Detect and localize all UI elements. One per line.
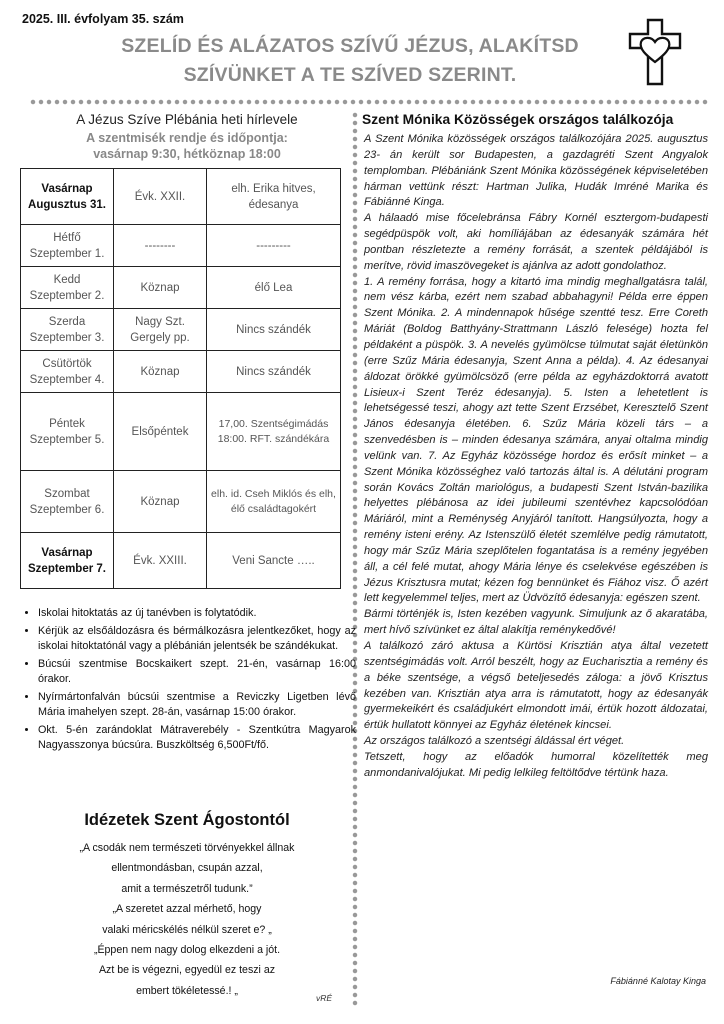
liturgy-cell: Köznap [114,471,207,533]
quotes-heading: Idézetek Szent Ágostontól [84,811,290,829]
quote-line: embert tökéletessé.! „ [136,984,238,997]
quotes-signature: vRÉ [316,993,333,1003]
list-item: • Búcsúi szentmise Bocskaikert szept. 21-én, vasárnap 16:00 órakor. [38,657,356,688]
table-row [21,471,341,533]
liturgy-cell: -------- [114,225,207,267]
intention-cell: Nincs szándék [207,351,341,393]
article-paragraph: 1. A remény forrása, hogy a kitartó ima mindig meghallgatásra talál, nem vész kárba, ezért nem szabad abbahagyni! Példa erre éppen Szent Mónika. 2. A mindennapok hűsége szentté tesz. Erre Coreth Máriát (Boldog Batthyány-Strattmann László felesége) hozta fel példaként a püspök. 3. A nevelés gyümölcse túlmutat saját életünkön (erre Szűz Mária édesanyja, Szent Anna a példa). 4. Az édesanyai áldozat örökké gyümölcsöző (erre példa az egyházdoktorrá avatott Lisieux-i Szent Teréz édesanyja). 5. Isten a lehetetlent is lehetségessé teszi, ahogy azt tette Szent Erzsébet, Keresztelő Szent János édesanyja életében. 6. Szűz Mária közeli társ – a szenvedésben is – minden édesanya számára, anyai oltalma mindig velünk van. 7. Az Egyház közössége hordoz és erősít minket – a Szent Mónika közösséghez való tartozás által is. A délutáni program során Kovács Zoltán mariológus, a budapesti Szent István-bazilika helyettes plébánosa az idei jubileumi szentévhez kapcsolódóan Máriáról, mint a Reménység Anyjáról tanított. Hangsúlyozta, hogy a remény isteni erény. Az Istenszülő életét szemlélve pedig rámutatott, hogy már Szűz Mária szeplőtelen fogantatása is a remény jegyében áll, a cél felé mutat, ahogy Mária lénye és cselekvése egészében is Jézus Krisztusra mutat; kézen fog bennünket és Fiához visz. Ő azért lett kegyelemmel teljes, mert az Üdvözítő édesanyja: egészen szent. [364,275,708,605]
announcement-list [20,606,356,756]
table-row [21,225,341,267]
quotes-block [22,838,352,1001]
quote-line: amit a természetről tudunk.” [121,882,253,895]
list-item: • Okt. 5-én zarándoklat Mátraverebély - Szentkútra Magyarok Nagyasszonya búcsúra. Buszköltség 6,500Ft/fő. [38,723,356,754]
day-cell: Szombat Szeptember 6. [21,471,114,533]
intention-cell: élő Lea [207,267,341,309]
intention-cell: Veni Sancte ….. [207,533,341,589]
list-item: • Iskolai hitoktatás az új tanévben is folytatódik. [38,606,356,622]
quote-line: Azt be is végezni, egyedül ez teszi az [98,964,276,977]
quote-line: „Éppen nem nagy dolog elkezdeni a jót. [93,944,281,957]
article-paragraph: A találkozó záró aktusa a Kürtösi Krisztián atya által vezetett szentségimádás volt. Arról beszélt, hogy az Eucharisztia a remény és a béke szentsége, a végső beteljesedés záloga: a jövő Krisztus kezében van. Krisztián atya arra is rámutatott, hogy az édesanyák gyermekeikért és családjukért elmondott imái, értük hozott áldozatai, értük hullatott könnyei az Egyház életének kincsei. [364,640,708,732]
day-cell: Vasárnap Augusztus 31. [21,169,114,225]
day-cell: Péntek Szeptember 5. [21,393,114,471]
day-cell: Kedd Szeptember 2. [21,267,114,309]
table-row [21,393,341,471]
day-cell: Csütörtök Szeptember 4. [21,351,114,393]
mass-schedule-table [20,168,341,589]
quote-line: ellentmondásban, csupán azzal, [111,862,263,875]
headline-line-2: SZÍVÜNKET A TE SZÍVED SZERINT. [183,64,517,86]
quote-line: „A csodák nem természeti törvényekkel állnak [79,842,295,854]
article-paragraph: A Szent Mónika közösségek országos találkozójára 2025. augusztus 23- án került sor Budapesten, a gazdagréti Szent Angyalok templomban. Plébániánk Szent Mónika közösségének képviseletében hárman vettünk részt: Hartman Julika, Hudák Imréné Marika és Fábiánné Kinga. [364,133,708,209]
vertical-divider [352,112,358,1012]
horizontal-divider [30,99,710,105]
table-row [21,533,341,589]
day-cell: Vasárnap Szeptember 7. [21,533,114,589]
table-row [21,267,341,309]
intention-cell: 17,00. Szentségimádás 18:00. RFT. szándékára [207,393,341,471]
quote-line: „A szeretet azzal mérhető, hogy [112,903,262,916]
table-row [21,169,341,225]
article-title: Szent Mónika Közösségek országos találkozója [362,112,674,127]
list-item: • Nyírmártonfalván búcsúi szentmise a Reviczky Ligetben lévő Mária imahelyen szept. 28-án, vasárnap 15:00 órakor. [38,690,356,721]
article-body [364,132,708,782]
intention-cell: elh. Erika hitves, édesanya [207,169,341,225]
mass-schedule-subtitle [22,130,352,162]
mass-subtitle-line-1: A szentmisék rendje és időpontja: [86,131,288,145]
list-item: • Kérjük az elsőáldozásra és bérmálkozásra jelentkezőket, hogy az iskolai hitoktatónál vagy a plébánián jelentsék be szándékukat. [38,624,356,655]
liturgy-cell: Évk. XXIII. [114,533,207,589]
article-paragraph: A hálaadó mise főcelebránsa Fábry Kornél esztergom-budapesti segédpüspök volt, aki homíliájában az édesanyák számára hét pontban részletezte a remény forrását, a szentek példájából is merítve, rövid imaszövegeket is ajánlva az adott gondolathoz. [364,212,708,272]
day-cell: Hétfő Szeptember 1. [21,225,114,267]
table-row [21,351,341,393]
article-paragraph: Tetszett, hogy az előadók humorral közelítették meg anmondanivalójukat. Mi pedig lelkileg feltöltődve tértünk haza. [364,750,708,779]
mass-subtitle-line-2: vasárnap 9:30, hétköznap 18:00 [93,147,281,161]
intention-cell: elh. id. Cseh Miklós és elh, élő családtagokért [207,471,341,533]
intention-cell: Nincs szándék [207,309,341,351]
liturgy-cell: Évk. XXII. [114,169,207,225]
intention-cell: --------- [207,225,341,267]
liturgy-cell: Köznap [114,351,207,393]
liturgy-cell: Köznap [114,267,207,309]
liturgy-cell: Elsőpéntek [114,393,207,471]
article-paragraph: Bármi történjék is, Isten kezében vagyunk. Simuljunk az ő akaratába, mert hívő szívünket ez által alakítja reménykedővé! [364,608,708,637]
headline-line-1: SZELÍD ÉS ALÁZATOS SZÍVŰ JÉZUS, ALAKÍTSD [121,35,579,57]
quote-line: valaki méricskélés nélkül szeret e? „ [102,923,272,936]
article-paragraph: Az országos találkozó a szentségi áldással ért véget. [364,735,625,748]
table-row [21,309,341,351]
newsletter-title: A Jézus Szíve Plébánia heti hírlevele [76,112,298,127]
article-author: Fábiánné Kalotay Kinga [610,976,706,986]
day-cell: Szerda Szeptember 3. [21,309,114,351]
cross-heart-icon [626,18,684,86]
page-headline [95,32,605,90]
issue-number: 2025. III. évfolyam 35. szám [22,12,184,26]
liturgy-cell: Nagy Szt. Gergely pp. [114,309,207,351]
